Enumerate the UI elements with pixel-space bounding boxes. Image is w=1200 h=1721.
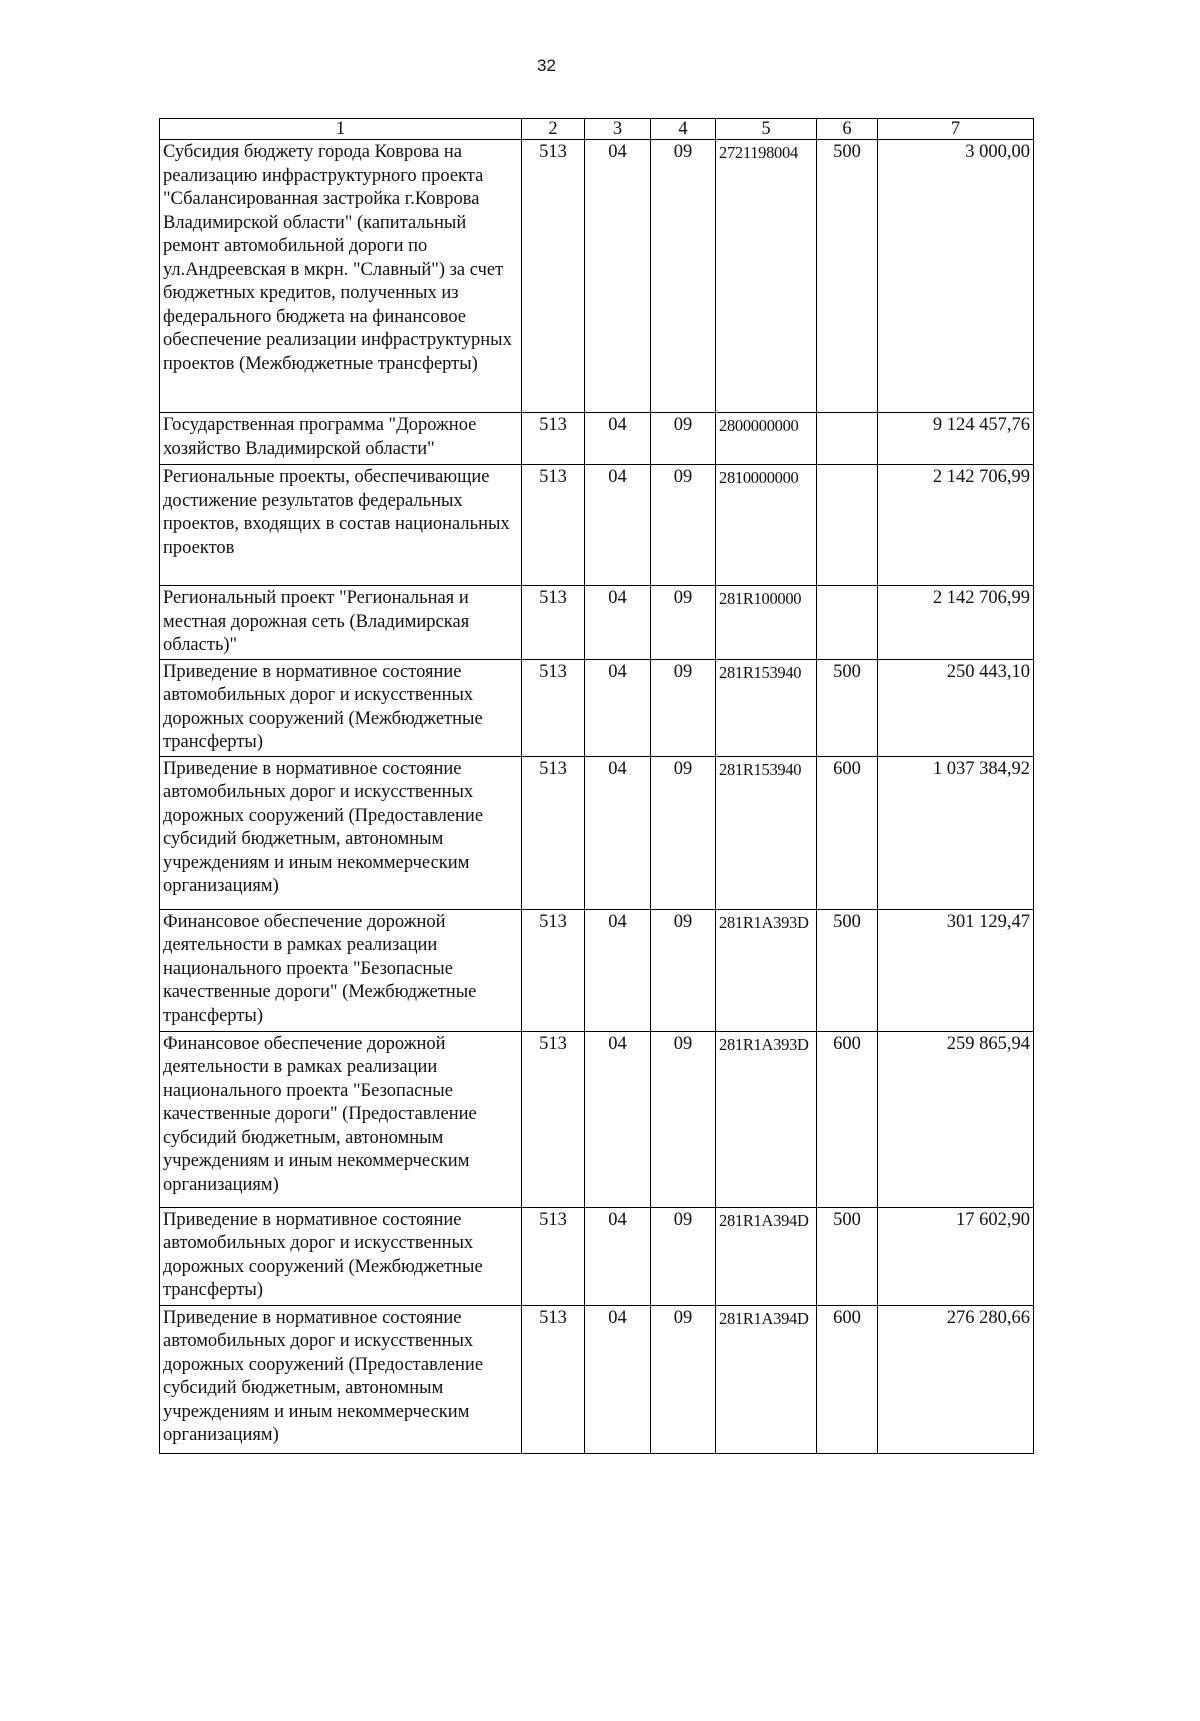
header-col-6: 6 [817,119,878,140]
row-ved: 513 [522,909,585,1031]
row-pr: 09 [651,659,716,756]
row-name: Финансовое обеспечение дорожной деятельности в рамках реализации национального проекта "Безопасные качественные дороги" (Предоставление субсидий бюджетным, автономным учреждениям и иным некоммерческим организациям) [160,1031,522,1207]
row-ved: 513 [522,756,585,909]
row-rz: 04 [585,909,651,1031]
row-pr: 09 [651,465,716,586]
row-csr: 281R1A394D [716,1207,817,1305]
row-ved: 513 [522,586,585,660]
row-csr: 281R153940 [716,756,817,909]
row-vr: 600 [817,756,878,909]
row-sum: 301 129,47 [878,909,1034,1031]
row-sum: 2 142 706,99 [878,465,1034,586]
row-rz: 04 [585,756,651,909]
row-vr: 500 [817,909,878,1031]
row-csr: 2721198004 [716,140,817,413]
row-csr: 281R100000 [716,586,817,660]
row-csr: 281R1A393D [716,1031,817,1207]
table-row [160,659,1034,756]
row-ved: 513 [522,413,585,465]
row-sum: 3 000,00 [878,140,1034,413]
row-name: Приведение в нормативное состояние автомобильных дорог и искусственных дорожных сооружений (Предоставление субсидий бюджетным, автономным учреждениям и иным некоммерческим организациям) [160,1305,522,1453]
row-name: Приведение в нормативное состояние автомобильных дорог и искусственных дорожных сооружений (Межбюджетные трансферты) [160,659,522,756]
table-row [160,140,1034,413]
row-rz: 04 [585,1031,651,1207]
row-ved: 513 [522,1305,585,1453]
row-rz: 04 [585,413,651,465]
row-ved: 513 [522,1207,585,1305]
row-sum: 9 124 457,76 [878,413,1034,465]
row-pr: 09 [651,1031,716,1207]
row-name: Субсидия бюджету города Коврова на реализацию инфраструктурного проекта "Сбалансированная застройка г.Коврова Владимирской области" (капитальный ремонт автомобильной дороги по ул.Андреевская в мкрн. "Славный") за счет бюджетных кредитов, полученных из федерального бюджета на финансовое обеспечение реализации инфраструктурных проектов (Межбюджетные трансферты) [160,140,522,413]
row-vr: 600 [817,1031,878,1207]
row-pr: 09 [651,586,716,660]
row-rz: 04 [585,1305,651,1453]
row-name: Приведение в нормативное состояние автомобильных дорог и искусственных дорожных сооружений (Межбюджетные трансферты) [160,1207,522,1305]
row-rz: 04 [585,465,651,586]
row-csr: 281R1A393D [716,909,817,1031]
row-ved: 513 [522,659,585,756]
header-col-7: 7 [878,119,1034,140]
table-row [160,586,1034,660]
row-pr: 09 [651,1305,716,1453]
row-rz: 04 [585,659,651,756]
row-vr: 500 [817,1207,878,1305]
header-col-5: 5 [716,119,817,140]
header-col-1: 1 [160,119,522,140]
row-ved: 513 [522,1031,585,1207]
table-row [160,1207,1034,1305]
row-vr: 600 [817,1305,878,1453]
row-sum: 17 602,90 [878,1207,1034,1305]
table-row [160,413,1034,465]
row-vr [817,413,878,465]
table-row [160,465,1034,586]
row-csr: 281R1A394D [716,1305,817,1453]
row-vr [817,465,878,586]
row-vr [817,586,878,660]
row-vr: 500 [817,140,878,413]
row-name: Региональный проект "Региональная и местная дорожная сеть (Владимирская область)" [160,586,522,660]
header-col-2: 2 [522,119,585,140]
row-rz: 04 [585,140,651,413]
table-row [160,756,1034,909]
page-number: 32 [537,56,556,75]
row-csr: 2810000000 [716,465,817,586]
row-sum: 2 142 706,99 [878,586,1034,660]
budget-table [159,118,1034,1454]
row-pr: 09 [651,909,716,1031]
row-sum: 276 280,66 [878,1305,1034,1453]
row-name: Государственная программа "Дорожное хозяйство Владимирской области" [160,413,522,465]
row-rz: 04 [585,1207,651,1305]
row-name: Региональные проекты, обеспечивающие достижение результатов федеральных проектов, входящих в состав национальных проектов [160,465,522,586]
header-col-4: 4 [651,119,716,140]
row-csr: 281R153940 [716,659,817,756]
table-row [160,1305,1034,1453]
row-vr: 500 [817,659,878,756]
row-pr: 09 [651,756,716,909]
table-row [160,1031,1034,1207]
table-row [160,909,1034,1031]
row-pr: 09 [651,1207,716,1305]
row-ved: 513 [522,465,585,586]
row-sum: 250 443,10 [878,659,1034,756]
row-pr: 09 [651,413,716,465]
row-rz: 04 [585,586,651,660]
row-name: Финансовое обеспечение дорожной деятельности в рамках реализации национального проекта "Безопасные качественные дороги" (Межбюджетные трансферты) [160,909,522,1031]
row-sum: 259 865,94 [878,1031,1034,1207]
row-csr: 2800000000 [716,413,817,465]
row-name: Приведение в нормативное состояние автомобильных дорог и искусственных дорожных сооружений (Предоставление субсидий бюджетным, автономным учреждениям и иным некоммерческим организациям) [160,756,522,909]
row-sum: 1 037 384,92 [878,756,1034,909]
header-col-3: 3 [585,119,651,140]
row-pr: 09 [651,140,716,413]
row-ved: 513 [522,140,585,413]
header-row [160,119,1034,140]
